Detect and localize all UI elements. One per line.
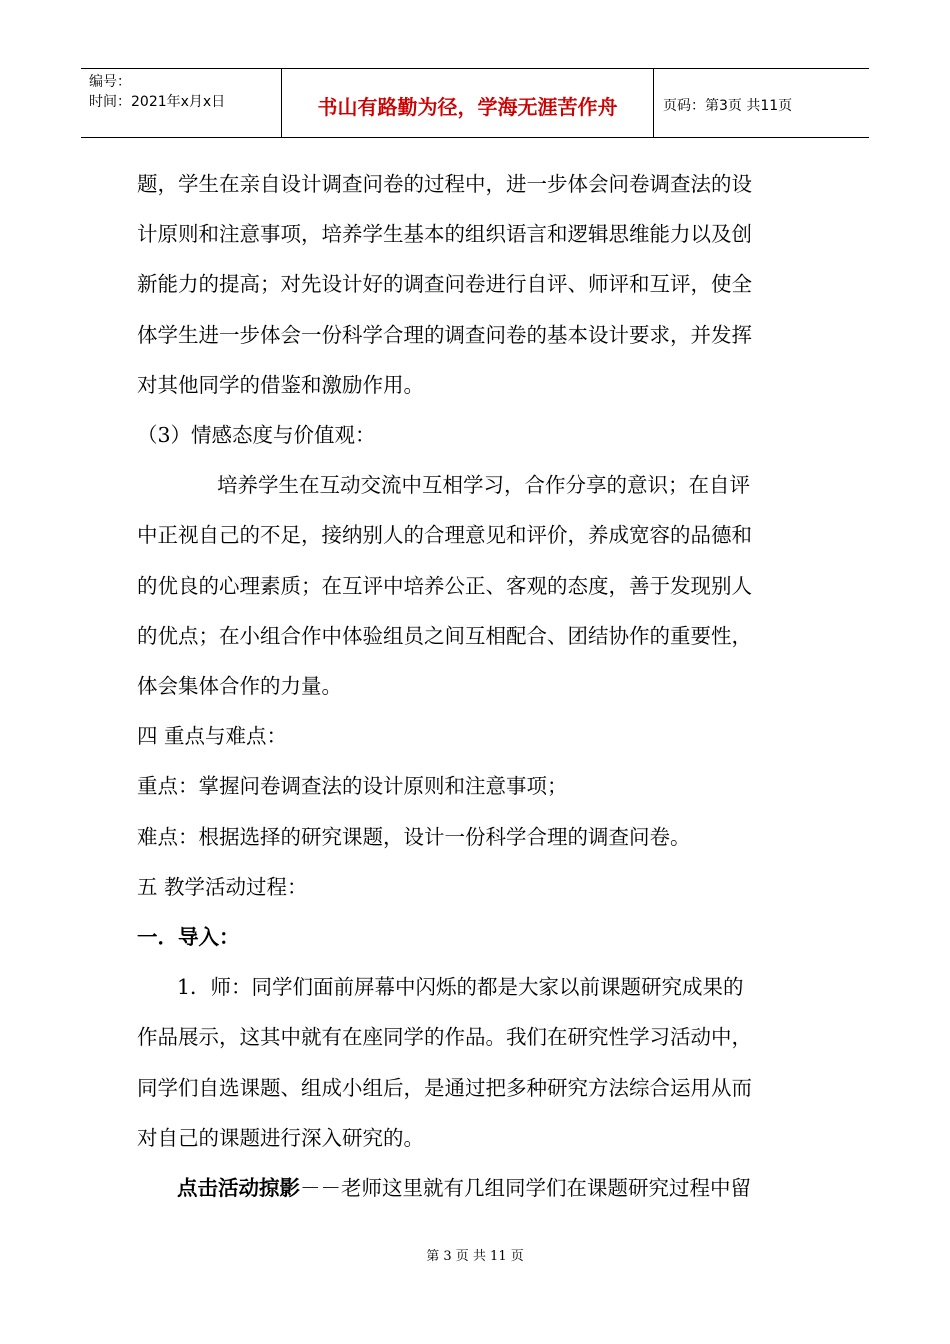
body-line: 的优良的心理素质；在互评中培养公正、客观的态度，善于发现别人 xyxy=(137,573,752,598)
body-line: 体会集体合作的力量。 xyxy=(137,674,342,699)
section-heading-process: 五 教学活动过程： xyxy=(137,874,308,899)
body-line: 中正视自己的不足，接纳别人的合理意见和评价，养成宽容的品德和 xyxy=(137,523,752,548)
difficulty-line: 难点：根据选择的研究课题，设计一份科学合理的调查问卷。 xyxy=(137,824,691,849)
body-line: 题，学生在亲自设计调查问卷的过程中，进一步体会问卷调查法的设 xyxy=(137,172,752,196)
date-label: 时间：2021年x月x日 xyxy=(89,94,226,110)
subheading-intro: 一．导入： xyxy=(137,925,240,950)
section-heading-attitude: （3）情感态度与价值观： xyxy=(137,423,376,448)
body-line: 的优点；在小组合作中体验组员之间互相配合、团结协作的重要性， xyxy=(137,623,752,648)
body-line: 培养学生在互动交流中互相学习，合作分享的意识；在自评 xyxy=(217,473,750,498)
document-body xyxy=(137,159,817,1213)
body-line: 新能力的提高；对先设计好的调查问卷进行自评、师评和互评，使全 xyxy=(137,272,752,297)
number-label: 编号： xyxy=(89,74,131,90)
header-meta xyxy=(81,69,282,137)
body-line: 作品展示，这其中就有在座同学的作品。我们在研究性学习活动中， xyxy=(137,1025,752,1050)
section-heading-key-points: 四 重点与难点： xyxy=(137,724,288,749)
header-motto: 书山有路勤为径，学海无涯苦作舟 xyxy=(282,69,654,137)
key-point-line: 重点：掌握问卷调查法的设计原则和注意事项； xyxy=(137,774,568,799)
body-line: 对其他同学的借鉴和激励作用。 xyxy=(137,372,424,397)
body-line: 对自己的课题进行深入研究的。 xyxy=(137,1125,424,1150)
body-line: 体学生进一步体会一份科学合理的调查问卷的基本设计要求，并发挥 xyxy=(137,322,752,347)
activity-link-label: 点击活动掠影 xyxy=(177,1176,300,1201)
page-header xyxy=(81,68,869,138)
body-line: 计原则和注意事项，培养学生基本的组织语言和逻辑思维能力以及创 xyxy=(137,222,752,247)
body-line: 1．师：同学们面前屏幕中闪烁的都是大家以前课题研究成果的 xyxy=(177,975,744,1000)
header-page-info: 页码：第3页 共11页 xyxy=(663,98,793,114)
body-line-last xyxy=(137,1163,817,1213)
body-line-text: －－老师这里就有几组同学们在课题研究过程中留 xyxy=(300,1176,751,1201)
page-footer: 第 3 页 共 11 页 xyxy=(426,1249,524,1264)
body-line: 同学们自选课题、组成小组后，是通过把多种研究方法综合运用从而 xyxy=(137,1075,752,1100)
